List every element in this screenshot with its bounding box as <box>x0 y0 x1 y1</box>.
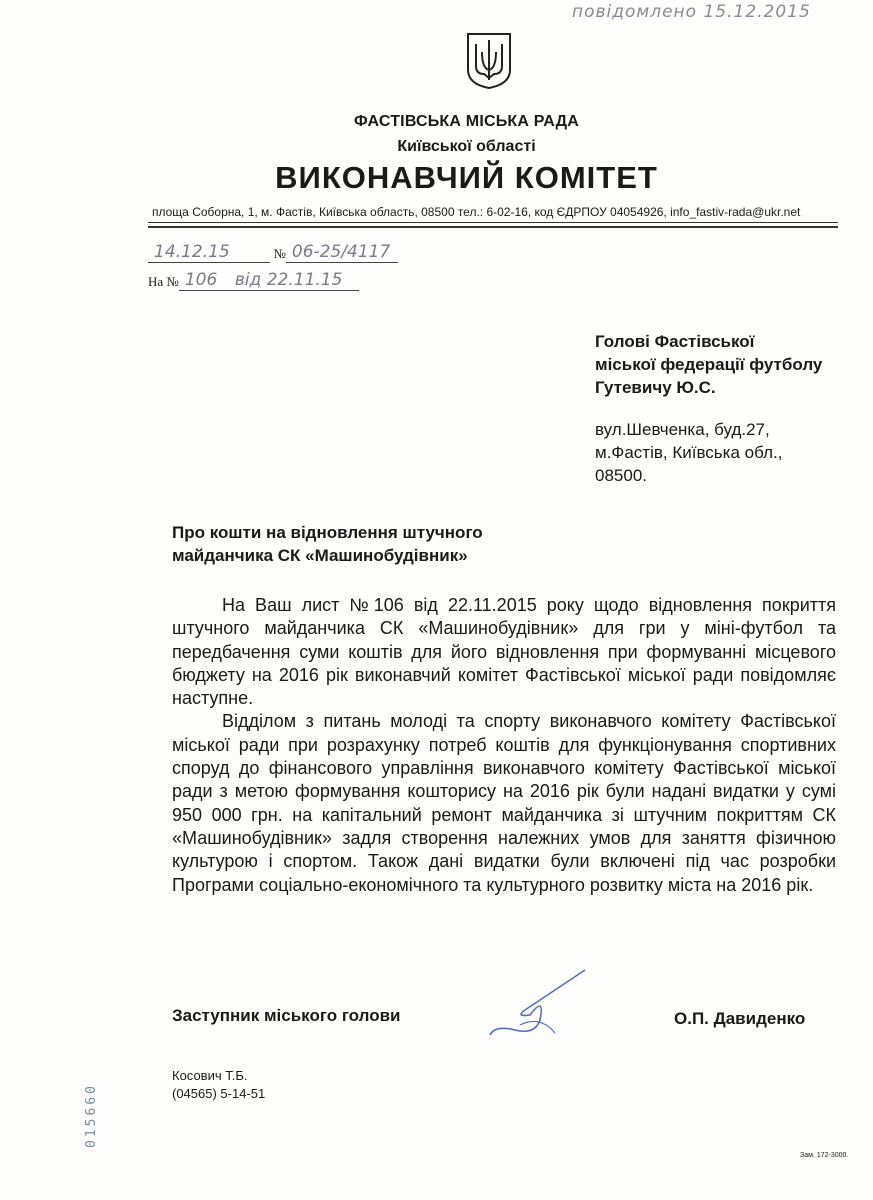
signature-icon <box>485 965 595 1045</box>
number-value: 06-25/4117 <box>291 242 391 262</box>
date-value: 14.12.15 <box>154 242 230 262</box>
divider <box>148 226 838 228</box>
signatory-title: Заступник міського голови <box>172 1006 401 1025</box>
divider <box>148 222 838 223</box>
letter-subject <box>172 521 483 567</box>
committee-name: ВИКОНАВЧИЙ КОМІТЕТ <box>275 160 658 195</box>
recipient-line: міської федерації футболу <box>595 355 823 374</box>
reply-label: На № <box>148 274 179 289</box>
executor-name: Косович Т.Б. <box>172 1068 248 1083</box>
trident-emblem-icon <box>464 30 514 90</box>
number-field <box>286 242 398 263</box>
address-line: вул.Шевченка, буд.27, <box>595 420 770 439</box>
region-name: Київської області <box>397 138 536 155</box>
handwritten-note: повідомлено 15.12.2015 <box>572 2 811 22</box>
executor-phone: (04565) 5-14-51 <box>172 1086 266 1101</box>
letterhead <box>0 113 873 196</box>
recipient-address <box>595 418 782 487</box>
reply-number-field <box>179 270 229 291</box>
serial-number: 015660 <box>84 1083 99 1148</box>
recipient-line: Гутевичу Ю.С. <box>595 378 716 397</box>
incoming-reference <box>148 270 359 291</box>
subject-line: майданчика СК «Машинобудівник» <box>172 546 468 565</box>
letter-body <box>172 594 836 897</box>
council-name: ФАСТІВСЬКА МІСЬКА РАДА <box>354 113 579 130</box>
reply-date-value: 22.11.15 <box>266 270 343 290</box>
signatory-name: О.П. Давиденко <box>674 1009 806 1028</box>
body-paragraph: Відділом з питань молоді та спорту виконавчого комітету Фастівської міської ради при розрахунку потреб коштів для функціонування спортивних споруд до фінансового управління виконавчого комітету Фастівської міської ради з метою формування кошторису на 2016 рік були надані видатки у сумі 950 000 грн. на капітальний ремонт майданчика зі штучним покриттям СК «Машинобудівник» задля створення належних умов для заняття фізичною культурою і спортом. Також дані видатки були включені під час розробки Програми соціально-економічного та культурного розвитку міста на 2016 рік. <box>172 711 836 895</box>
reply-from-label: від <box>234 270 262 290</box>
recipient-block <box>595 330 822 399</box>
number-label: № <box>273 246 286 261</box>
body-paragraph: На Ваш лист №106 від 22.11.2015 року щодо відновлення покриття штучного майданчика СК «Машинобудівник» для гри у міні-футбол та передбачення суми коштів для його відновлення при формуванні місцевого бюджету на 2016 рік виконавчий комітет Фастівської міської ради повідомляє наступне. <box>172 595 836 709</box>
reply-number-value: 106 <box>184 270 218 290</box>
reply-date-field <box>229 270 359 291</box>
address-line: 08500. <box>595 466 647 485</box>
print-mark: Зам. 172-3000. <box>800 1152 849 1159</box>
subject-line: Про кошти на відновлення штучного <box>172 523 483 542</box>
letterhead-address: площа Соборна, 1, м. Фастів, Київська область, 08500 тел.: 6-02-16, код ЄДРПОУ 04054926, info_fastiv-rada@ukr.net <box>152 205 801 219</box>
outgoing-reference <box>148 242 398 263</box>
recipient-line: Голові Фастівської <box>595 332 755 351</box>
serial-stamp <box>82 1060 100 1150</box>
executor-info <box>172 1067 265 1103</box>
address-line: м.Фастів, Київська обл., <box>595 443 783 462</box>
date-field <box>148 242 270 263</box>
